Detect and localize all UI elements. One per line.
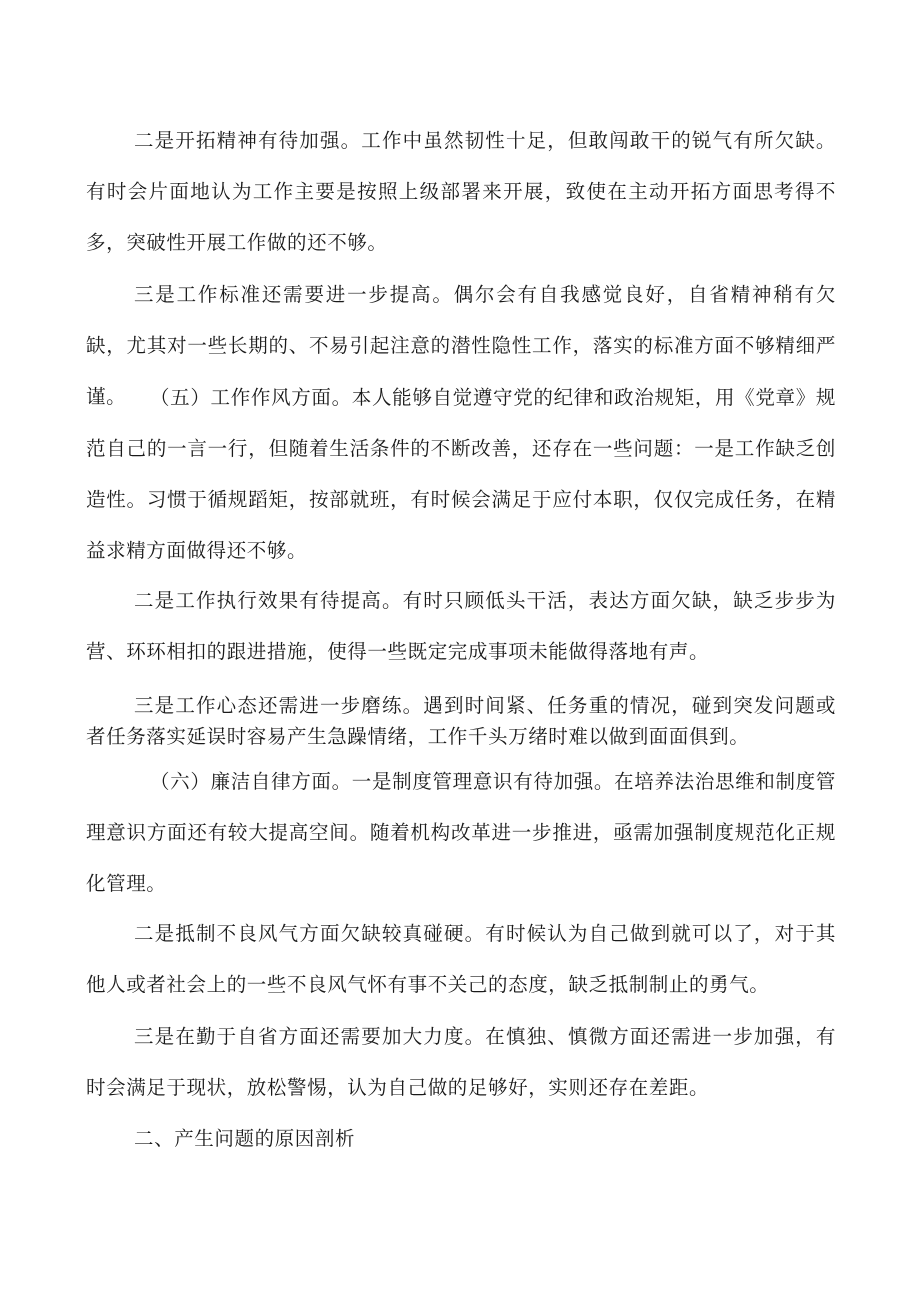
paragraph-2: 三是工作标准还需要进一步提高。偶尔会有自我感觉良好，自省精神稍有欠缺，尤其对一些长期的、不易引起注意的潜性隐性工作，落实的标准方面不够精细严谨。 — [86, 283, 836, 408]
paragraph-1: 二是开拓精神有待加强。工作中虽然韧性十足，但敢闯敢干的锐气有所欠缺。有时会片面地认为工作主要是按照上级部署来开展，致使在主动开拓方面思考得不多，突破性开展工作做的还不够。 — [86, 129, 836, 254]
paragraph-6: （六）廉洁自律方面。一是制度管理意识有待加强。在培养法治思维和制度管理意识方面还有较大提高空间。随着机构改革进一步推进，亟需加强制度规范化正规化管理。 — [86, 770, 836, 895]
section-heading: 二、产生问题的原因剖析 — [134, 1127, 356, 1150]
paragraph-3: （五）工作作风方面。本人能够自觉遵守党的纪律和政治规矩，用《党章》规范自己的一言一行，但随着生活条件的不断改善，还存在一些问题：一是工作缺乏创造性。习惯于循规蹈矩，按部就班，有时候会满足于应付本职，仅仅完成任务，在精益求精方面做得还不够。 — [86, 386, 836, 562]
paragraph-7: 二是抵制不良风气方面欠缺较真碰硬。有时候认为自己做到就可以了，对于其他人或者社会上的一些不良风气怀有事不关己的态度，缺乏抵制制止的勇气。 — [86, 922, 836, 996]
paragraph-5: 三是工作心态还需进一步磨练。遇到时间紧、任务重的情况，碰到突发问题或者任务落实延误时容易产生急躁情绪，工作千头万绪时难以做到面面俱到。 — [86, 694, 836, 748]
paragraph-8: 三是在勤于自省方面还需要加大力度。在慎独、慎微方面还需进一步加强，有时会满足于现状，放松警惕，认为自己做的足够好，实则还存在差距。 — [86, 1025, 836, 1099]
paragraph-4: 二是工作执行效果有待提高。有时只顾低头干活，表达方面欠缺，缺乏步步为营、环环相扣的跟进措施，使得一些既定完成事项未能做得落地有声。 — [86, 589, 836, 663]
